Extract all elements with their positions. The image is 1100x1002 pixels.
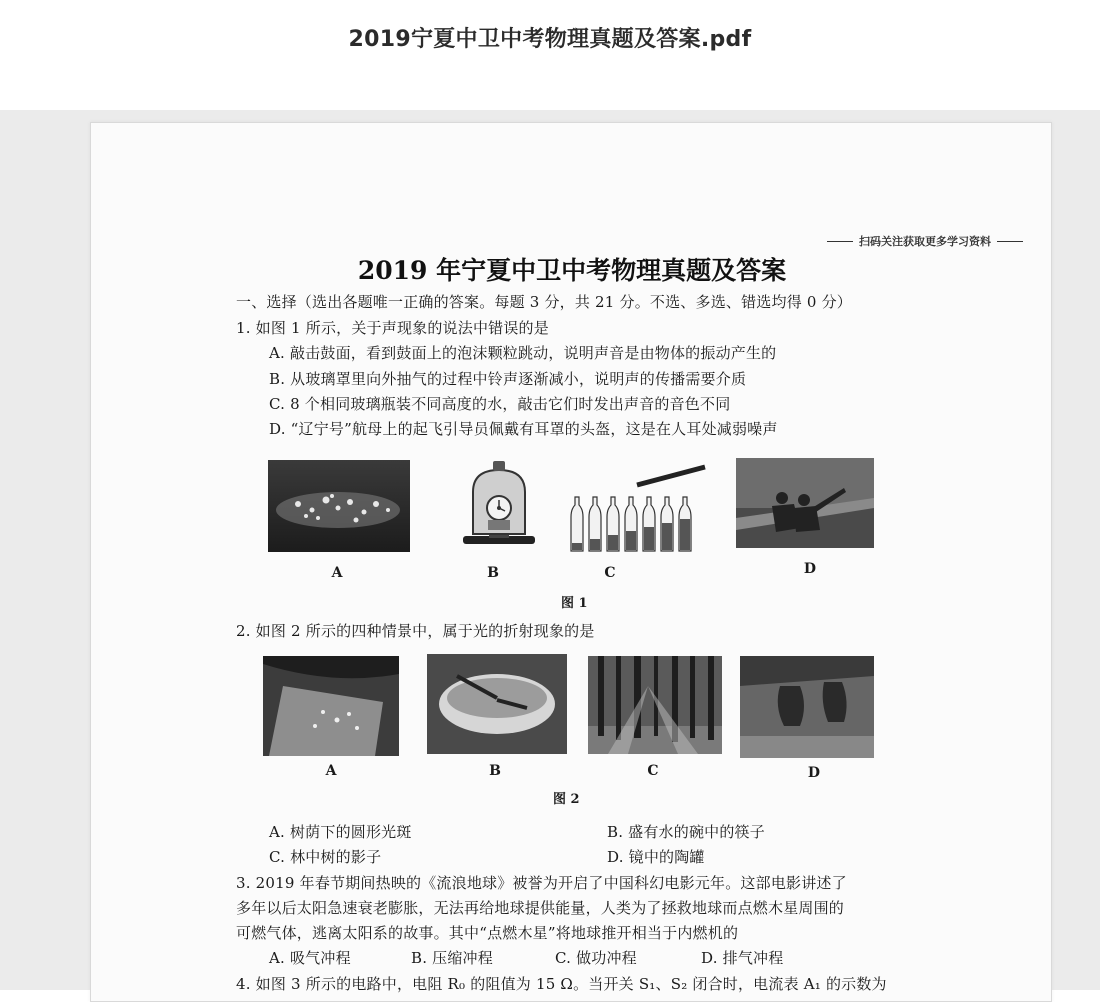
fig1-label-d: D [803, 561, 817, 577]
viewer-header [0, 0, 1100, 110]
q3-line-3: 可燃气体，逃离太阳系的故事。其中“点燃木星”将地球推开相当于内燃机的 [236, 924, 739, 942]
q1-option-a: A. 敲击鼓面，看到鼓面上的泡沫颗粒跳动，说明声音是由物体的振动产生的 [269, 344, 777, 362]
fig1-water-bottles [561, 463, 711, 555]
fig2-label-b: B [489, 763, 501, 779]
q2-option-c: C. 林中树的影子 [269, 848, 382, 866]
q3-option-a: A. 吸气冲程 [269, 949, 351, 967]
q1-option-d: D. “辽宁号”航母上的起飞引导员佩戴有耳罩的头盔，这是在人耳处减弱噪声 [269, 420, 778, 438]
qr-tagline [827, 233, 1023, 249]
fig1-label-c: C [604, 565, 616, 581]
fig1-label-b: B [487, 565, 499, 581]
fig1-bell-jar [459, 458, 539, 550]
fig2-mirror-jar-photo [740, 656, 874, 758]
q1-stem: 1. 如图 1 所示，关于声现象的说法中错误的是 [236, 319, 549, 337]
fig1-title: 图 1 [561, 596, 588, 611]
fig2-label-d: D [807, 765, 821, 781]
q3-line-1: 3. 2019 年春节期间热映的《流浪地球》被誉为开启了中国科幻电影元年。这部电影讲述了 [236, 874, 847, 892]
q1-option-c: C. 8 个相同玻璃瓶装不同高度的水，敲击它们时发出声音的音色不同 [269, 395, 731, 413]
file-title: 2019宁夏中卫中考物理真题及答案.pdf [348, 27, 752, 52]
q2-option-b: B. 盛有水的碗中的筷子 [607, 823, 765, 841]
fig2-forest-shadow-photo [588, 656, 722, 754]
fig2-label-a: A [325, 763, 337, 779]
fig2-label-c: C [647, 763, 659, 779]
q4-line-1: 4. 如图 3 所示的电路中，电阻 R₀ 的阻值为 15 Ω。当开关 S₁、S₂ 闭合时，电流表 A₁ 的示数为 [236, 975, 887, 993]
paper-title: 2019 年宁夏中卫中考物理真题及答案 [357, 256, 787, 285]
q2-option-d: D. 镜中的陶罐 [607, 848, 705, 866]
tagline-dash-left [827, 241, 853, 242]
fig1-label-a: A [331, 565, 343, 581]
q1-option-b: B. 从玻璃罩里向外抽气的过程中铃声逐渐减小，说明声的传播需要介质 [269, 370, 747, 388]
tagline-text: 扫码关注获取更多学习资料 [859, 235, 991, 248]
q2-option-a: A. 树荫下的圆形光斑 [269, 823, 412, 841]
q3-option-c: C. 做功冲程 [555, 949, 637, 967]
fig1-carrier-crew-photo [736, 458, 874, 548]
q2-stem: 2. 如图 2 所示的四种情景中，属于光的折射现象的是 [236, 622, 595, 640]
q3-option-b: B. 压缩冲程 [411, 949, 493, 967]
tagline-dash-right [997, 241, 1023, 242]
q3-option-d: D. 排气冲程 [701, 949, 784, 967]
fig2-tree-shade-photo [263, 656, 399, 756]
fig2-bowl-chopsticks-photo [427, 654, 567, 754]
pdf-page [90, 122, 1052, 1002]
section-heading: 一、选择（选出各题唯一正确的答案。每题 3 分，共 21 分。不选、多选、错选均得 0 分） [236, 293, 852, 311]
q3-line-2: 多年以后太阳急速衰老膨胀，无法再给地球提供能量，人类为了拯救地球而点燃木星周围的 [236, 899, 845, 917]
fig2-title: 图 2 [553, 792, 580, 807]
fig1-drum-photo [268, 460, 410, 552]
